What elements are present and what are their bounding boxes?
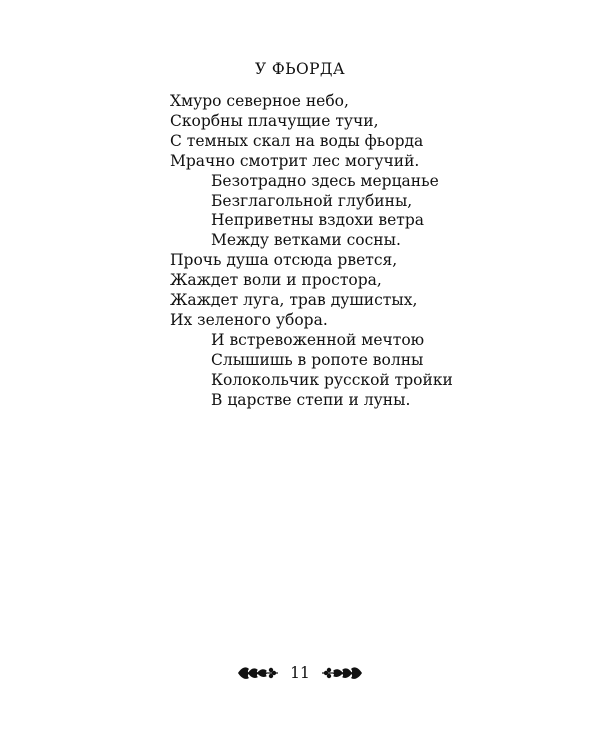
poem-line: Жаждет луга, трав душистых, xyxy=(170,291,418,310)
poem-line: Скорбны плачущие тучи, xyxy=(170,111,379,130)
poem-line: Безглагольной глубины, xyxy=(211,191,413,210)
poem-line: Мрачно смотрит лес могучий. xyxy=(170,151,420,170)
poem-line: Неприветны вздохи ветра xyxy=(211,211,425,230)
poem-line: Между ветками сосны. xyxy=(211,231,401,250)
poem-line: Колокольчик русской тройки xyxy=(211,370,453,389)
holly-ornament-right-icon xyxy=(320,661,364,685)
poem-line: Их зеленого убора. xyxy=(170,310,328,329)
poem-line: И встревоженной мечтою xyxy=(211,330,425,349)
poem-line: Прочь душа отсюда рвется, xyxy=(170,251,398,270)
holly-ornament-left-icon xyxy=(236,661,280,685)
poem-line: Жаждет воли и простора, xyxy=(170,271,382,290)
poem-line: Безотрадно здесь мерцанье xyxy=(211,171,439,190)
page-number: 11 xyxy=(290,664,310,682)
poem-line: В царстве степи и луны. xyxy=(211,390,411,409)
poem-title: У ФЬОРДА xyxy=(254,60,346,78)
poem-line: Хмуро северное небо, xyxy=(170,92,349,110)
poem-body xyxy=(170,92,570,411)
page-footer xyxy=(0,658,600,688)
poem-line: Слышишь в ропоте волны xyxy=(211,350,424,369)
poem-line: С темных скал на воды фьорда xyxy=(170,131,424,150)
